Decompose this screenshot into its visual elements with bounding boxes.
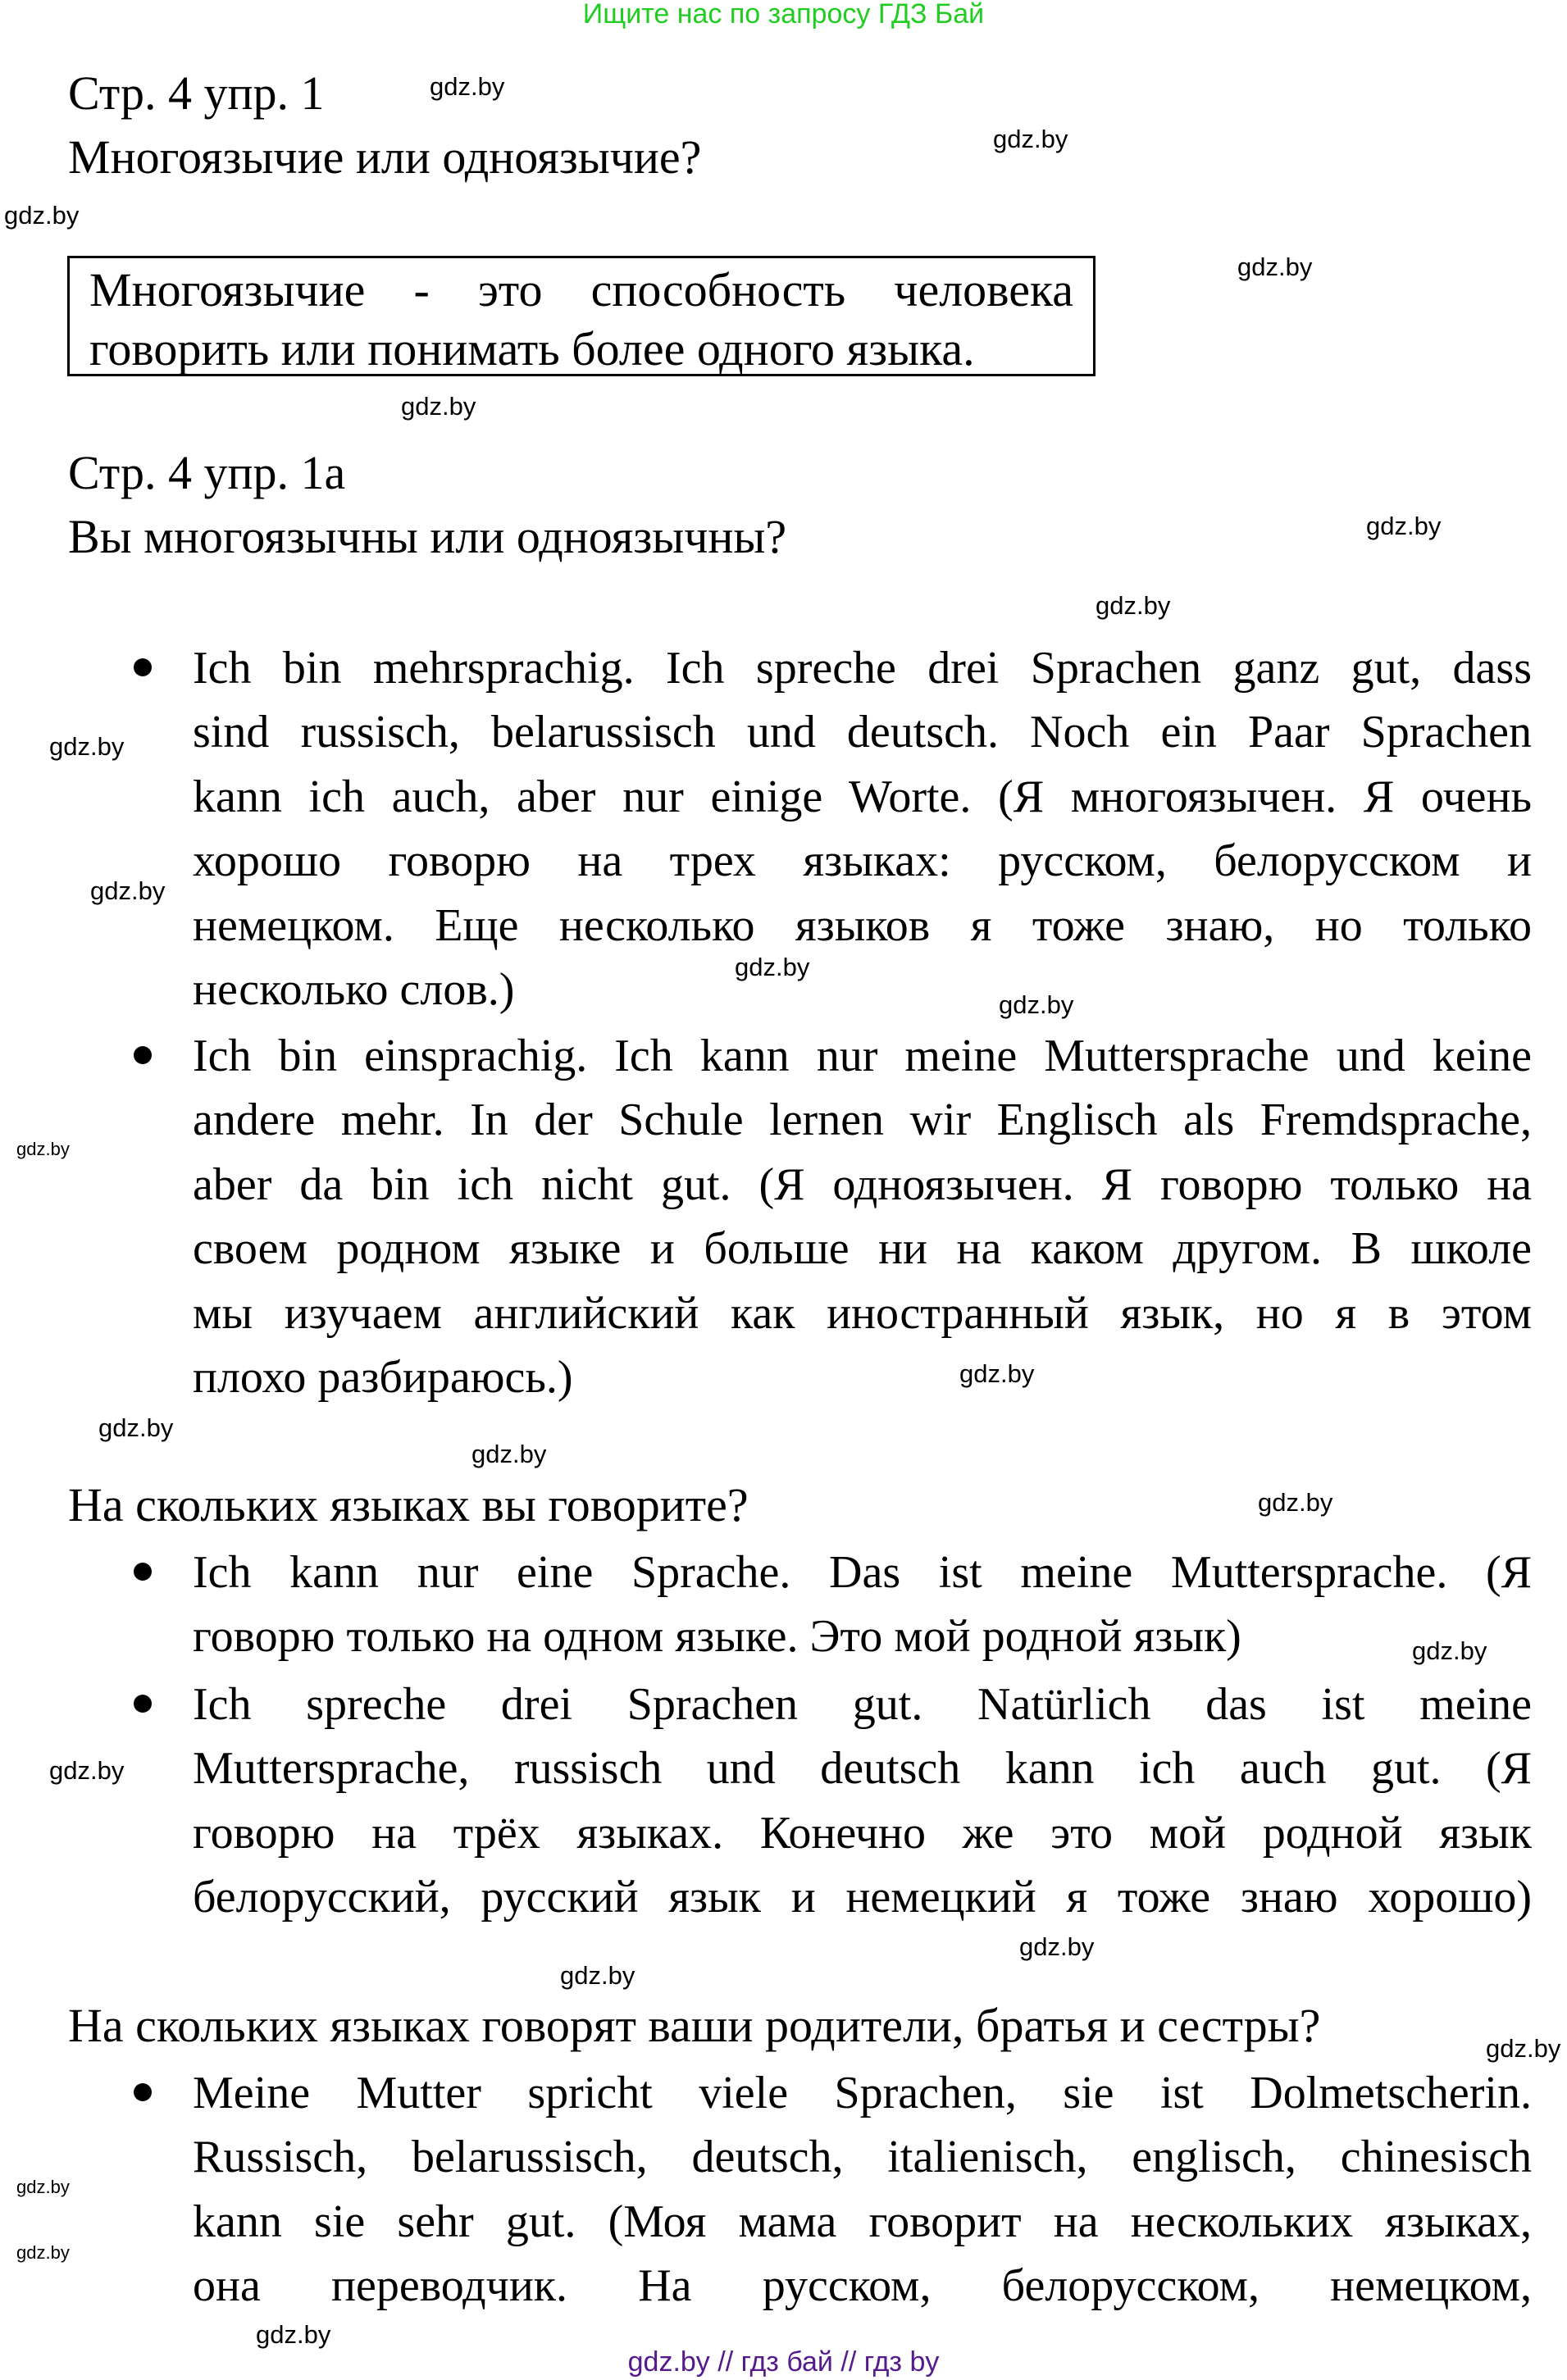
bullet-icon — [134, 658, 152, 676]
answer-line: она переводчик. На русском, белорусском, немецком, — [193, 2260, 1532, 2312]
bullet-icon — [134, 1046, 152, 1064]
watermark: gdz.by — [4, 201, 80, 230]
watermark: gdz.by — [1237, 253, 1313, 281]
answer-line: своем родном языке и больше ни на каком другом. В школе — [193, 1223, 1532, 1275]
answer-line: Russisch, belarussisch, deutsch, italienisch, englisch, chinesisch — [193, 2132, 1532, 2183]
answer-line: andere mehr. In der Schule lernen wir Englisch als Fremdsprache, — [193, 1094, 1532, 1146]
answer-line: несколько слов.) — [193, 963, 515, 1015]
watermark: gdz.by — [560, 1961, 635, 1990]
exercise-question: На скольких языках вы говорите? — [68, 1478, 749, 1531]
answer-line: немецком. Еще несколько языков я тоже знаю, но только — [193, 899, 1532, 951]
answer-bullet — [193, 1672, 1532, 1930]
answer-line: Meine Mutter spricht viele Sprachen, sie ist Dolmetscherin. — [193, 2068, 1532, 2118]
exercise-title: Стр. 4 упр. 1 — [68, 66, 325, 120]
answer-line: Muttersprache, russisch und deutsch kann ich auch gut. (Я — [193, 1743, 1532, 1795]
answer-bullet — [193, 1540, 1532, 1669]
watermark: gdz.by — [1258, 1488, 1333, 1517]
watermark: gdz.by — [1412, 1636, 1487, 1665]
answer-line: Ich spreche drei Sprachen gut. Natürlich das ist meine — [193, 1679, 1532, 1730]
bullet-icon — [134, 1563, 152, 1581]
search-banner: Ищите нас по запросу ГДЗ Бай — [582, 0, 985, 30]
watermark: gdz.by — [49, 1756, 125, 1785]
answer-line: Ich bin einsprachig. Ich kann nur meine Muttersprache und keine — [193, 1031, 1532, 1081]
watermark: gdz.by — [430, 72, 505, 101]
watermark: gdz.by — [1366, 512, 1442, 540]
watermark: gdz.by — [1019, 1932, 1095, 1961]
watermark: gdz.by — [1486, 2034, 1561, 2063]
watermark: gdz.by — [16, 2177, 70, 2197]
watermark: gdz.by — [735, 953, 810, 981]
watermark: gdz.by — [471, 1440, 547, 1468]
answer-line: kann ich auch, aber nur einige Worte. (Я многоязычен. Я очень — [193, 771, 1532, 822]
answer-line: плохо разбираюсь.) — [193, 1351, 573, 1403]
watermark: gdz.by — [16, 2242, 70, 2263]
answer-line: говорю на трёх языках. Конечно же это мой родной язык — [193, 1807, 1532, 1859]
watermark: gdz.by — [90, 876, 166, 905]
watermark: gdz.by — [959, 1359, 1035, 1388]
footer-links[interactable]: gdz.by // гдз бай // гдз by — [627, 2346, 940, 2378]
watermark: gdz.by — [999, 990, 1074, 1019]
watermark: gdz.by — [49, 732, 125, 761]
answer-bullet — [193, 1024, 1532, 1409]
definition-line: Многоязычие - это способность человека — [89, 263, 1073, 316]
watermark: gdz.by — [256, 2320, 331, 2349]
answer-line: Ich bin mehrsprachig. Ich spreche drei Sprachen ganz gut, dass — [193, 643, 1532, 694]
answer-line: sind russisch, belarussisch und deutsch. Noch ein Paar Sprachen — [193, 707, 1532, 758]
bullet-icon — [134, 2083, 152, 2101]
answer-line: белорусский, русский язык и немецкий я тоже знаю хорошо) — [193, 1872, 1532, 1923]
answer-line: aber da bin ich nicht gut. (Я одноязычен. Я говорю только на — [193, 1158, 1532, 1210]
exercise-question: На скольких языках говорят ваши родители, братья и сестры? — [68, 1999, 1321, 2052]
watermark: gdz.by — [1096, 591, 1171, 620]
answer-line: мы изучаем английский как иностранный язык, но я в этом — [193, 1287, 1532, 1339]
exercise-question: Многоязычие или одноязычие? — [68, 130, 702, 184]
exercise-title: Стр. 4 упр. 1а — [68, 446, 346, 499]
answer-line: хорошо говорю на трех языках: русском, белорусском и — [193, 835, 1532, 887]
answer-bullet — [193, 2061, 1532, 2319]
definition-line: говорить или понимать более одного языка. — [89, 322, 975, 375]
watermark: gdz.by — [401, 392, 476, 421]
answer-line: Ich kann nur eine Sprache. Das ist meine Muttersprache. (Я — [193, 1547, 1532, 1598]
watermark: gdz.by — [98, 1413, 174, 1442]
watermark: gdz.by — [16, 1139, 70, 1159]
exercise-question: Вы многоязычны или одноязычны? — [68, 510, 787, 563]
answer-line: kann sie sehr gut. (Моя мама говорит на нескольких языках, — [193, 2196, 1532, 2247]
answer-line: говорю только на одном языке. Это мой родной язык) — [193, 1611, 1241, 1663]
bullet-icon — [134, 1695, 152, 1713]
definition-box — [67, 256, 1096, 376]
watermark: gdz.by — [993, 125, 1068, 153]
answer-bullet — [193, 636, 1532, 1022]
